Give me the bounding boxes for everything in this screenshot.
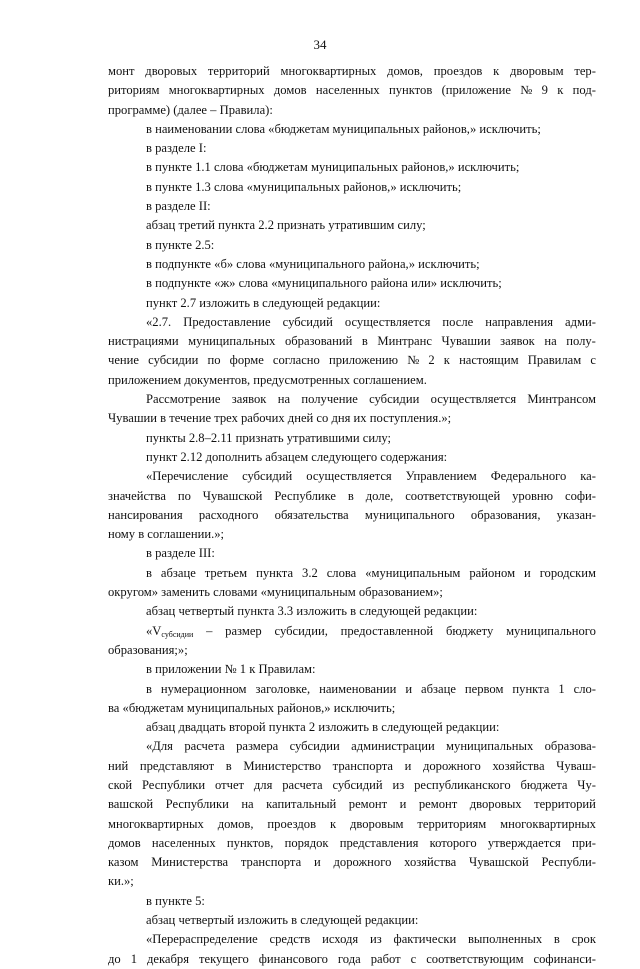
word: для — [253, 777, 273, 792]
word: дворовым — [349, 816, 404, 831]
word: заявок — [231, 392, 267, 407]
word: на — [241, 797, 254, 812]
word: Республике — [274, 488, 337, 503]
word: и — [404, 758, 412, 773]
word: представления — [339, 835, 419, 850]
text-line: абзац третий пункта 2.2 признать утратившим силу; — [146, 218, 426, 233]
word: Рассмотрение — [146, 392, 221, 407]
word: домов — [108, 835, 141, 850]
word: № — [520, 83, 533, 98]
word: многоквартирных — [108, 816, 204, 831]
word: риториям — [108, 83, 160, 98]
word: капитальный — [266, 797, 337, 812]
text-line — [108, 81, 596, 100]
word: субсидий — [282, 314, 333, 329]
word: многоквартирных — [500, 816, 596, 831]
text-line: в разделе II: — [146, 199, 211, 214]
text-line: программе) (далее – Правила): — [108, 102, 273, 117]
word: «Для — [146, 739, 173, 754]
word: которого — [429, 835, 477, 850]
text-line — [108, 487, 596, 506]
word: дворовым — [510, 64, 564, 78]
word: 9 — [541, 83, 548, 98]
text-line: в пункте 5: — [146, 893, 205, 908]
text-line — [108, 950, 596, 969]
word: № — [407, 353, 420, 368]
text-line: в разделе III: — [146, 546, 215, 561]
word: ремонт — [418, 797, 458, 812]
word: транспорта — [332, 758, 393, 773]
word: территориям — [417, 816, 487, 831]
word: и — [405, 681, 413, 696]
word: в — [146, 681, 152, 696]
text-line: приложением документов, предусмотренных соглашением. — [108, 372, 427, 387]
word: на — [544, 334, 557, 349]
word: Правилам — [527, 353, 582, 368]
word: заявок — [500, 334, 535, 349]
word: муниципального — [506, 623, 596, 638]
word: дорожного — [422, 758, 481, 773]
word: адми- — [565, 314, 596, 329]
word: настоящим — [459, 353, 519, 368]
text-line: пункты 2.8–2.11 признать утратившими силу; — [146, 430, 391, 445]
text-line — [108, 776, 596, 795]
word: заголовке, — [255, 681, 311, 696]
word: года — [337, 951, 361, 966]
word: значейства — [108, 488, 166, 503]
word: дворовых — [469, 797, 522, 812]
word: – — [206, 623, 213, 638]
text-line — [108, 680, 596, 699]
word: с — [590, 353, 596, 368]
word: размера — [236, 739, 279, 754]
word: субсидии, — [274, 623, 328, 638]
word: Чу- — [577, 777, 596, 792]
word: абзаце — [421, 681, 456, 696]
word: образования, — [470, 507, 541, 522]
word: домов, — [217, 816, 254, 831]
text-line: в подпункте «б» слова «муниципального района,» исключить; — [146, 256, 480, 271]
text-line — [108, 390, 596, 409]
word: софи- — [564, 488, 596, 503]
word: транспорта — [240, 855, 302, 870]
word: многоквартирных — [168, 83, 265, 98]
word: первом — [464, 681, 504, 696]
word: монт — [108, 64, 135, 78]
word: в — [347, 488, 354, 503]
word: из — [392, 777, 405, 792]
word: многоквартирных — [280, 64, 377, 78]
word: пунктов, — [226, 835, 274, 850]
text-line: абзац двадцать второй пункта 2 изложить в следующей редакции: — [146, 720, 500, 735]
word: «2.7. — [146, 314, 172, 329]
word: средств — [269, 932, 311, 947]
text-line: в разделе I: — [146, 141, 207, 156]
word: осуществляется — [430, 392, 517, 407]
word: предоставленной — [340, 623, 434, 638]
text-line: образования;»; — [108, 642, 188, 657]
text-line: в пункте 1.3 слова «муниципальных районов,» исключить; — [146, 179, 462, 194]
word: муниципальных — [188, 334, 276, 349]
text-line: в наименовании слова «бюджетам муниципальных районов,» исключить; — [146, 121, 541, 136]
word: Управлением — [405, 469, 477, 484]
word: фактически — [393, 932, 457, 947]
word: субсидии — [369, 392, 420, 407]
word: Республики — [165, 797, 229, 812]
word: проездов — [433, 64, 483, 78]
word: 1 — [558, 681, 565, 696]
page-number: 34 — [313, 37, 327, 52]
word: Чуваш- — [556, 758, 596, 773]
word: субсидий — [332, 777, 383, 792]
word: в — [225, 758, 232, 773]
word: под- — [572, 83, 596, 98]
word: абзаце — [160, 565, 196, 580]
word: Минтрансом — [527, 392, 596, 407]
word: ка- — [580, 469, 596, 484]
word: субсидий — [242, 469, 293, 484]
word: расчета — [282, 777, 323, 792]
text-line: абзац четвертый пункта 3.3 изложить в следующей редакции: — [146, 604, 478, 619]
word: бюджета — [520, 777, 568, 792]
word: нумерационном — [160, 681, 247, 696]
word: населенных — [151, 835, 216, 850]
word: декабря — [146, 951, 189, 966]
text-line — [108, 622, 596, 641]
word: наименовании — [319, 681, 397, 696]
text-line — [108, 351, 596, 370]
word: (приложение — [441, 83, 511, 98]
word: «Перечисление — [146, 469, 229, 484]
word: территорий — [207, 64, 270, 78]
text-line: абзац четвертый изложить в следующей редакции: — [146, 913, 419, 928]
text-line — [108, 795, 596, 814]
word: 3.2 — [302, 565, 318, 580]
word: к — [493, 64, 500, 78]
word: населенных — [315, 83, 380, 98]
text-line: пункт 2.7 изложить в следующей редакции: — [146, 295, 381, 310]
word: Чувашии — [441, 334, 491, 349]
word: к — [443, 353, 450, 368]
word: ний — [108, 758, 129, 773]
word: домов — [273, 83, 307, 98]
word: ской — [108, 777, 133, 792]
word: в — [553, 932, 560, 947]
word: муниципальных — [446, 739, 534, 754]
word: Министерства — [151, 855, 229, 870]
word: дворовых — [145, 64, 198, 78]
word: сло- — [573, 681, 596, 696]
word: хозяйства — [492, 758, 545, 773]
word: текущего — [198, 951, 249, 966]
word: администрации — [351, 739, 435, 754]
word: обязательства — [274, 507, 349, 522]
word: указан- — [556, 507, 596, 522]
word: нансирования — [108, 507, 183, 522]
text-line — [108, 834, 596, 853]
text-line: пункт 2.12 дополнить абзацем следующего содержания: — [146, 449, 448, 464]
word: осуществляется — [306, 469, 392, 484]
word: пункта — [256, 565, 294, 580]
text-line: ному в соглашении.»; — [108, 527, 225, 542]
word: образова- — [544, 739, 596, 754]
word: дорожного — [333, 855, 392, 870]
word: и — [313, 855, 321, 870]
word: субсидии — [148, 353, 199, 368]
word: соответствующей — [405, 488, 501, 503]
text-line — [108, 815, 596, 834]
word: согласно — [272, 353, 320, 368]
word: получение — [301, 392, 358, 407]
word: тер- — [574, 64, 596, 78]
text-line: ва «бюджетам муниципальных районов,» исключить; — [108, 700, 396, 715]
text-line — [108, 853, 596, 872]
text-line: округом» заменить словами «муниципальным образованием»; — [108, 585, 443, 600]
word: Министерство — [243, 758, 322, 773]
text-line — [108, 564, 596, 583]
text-line: в подпункте «ж» слова «муниципального района или» исключить; — [146, 276, 502, 291]
text-line — [108, 737, 596, 756]
word: Чувашской — [469, 855, 529, 870]
word: слова — [326, 565, 357, 580]
word: Республики — [141, 777, 206, 792]
word: расчета — [184, 739, 225, 754]
word: ремонт — [348, 797, 388, 812]
word: по — [207, 353, 221, 368]
word: работ — [370, 951, 401, 966]
word: приложению — [328, 353, 399, 368]
word: и — [399, 797, 407, 812]
word: Чувашской — [202, 488, 263, 503]
word: утверждается — [487, 835, 561, 850]
word: «муниципальным — [365, 565, 461, 580]
text-line: Чувашии в течение трех рабочих дней со дня их поступления.»; — [108, 411, 452, 426]
text-line — [108, 62, 596, 81]
word: чение — [108, 353, 139, 368]
text-line — [108, 313, 596, 332]
word: при- — [571, 835, 596, 850]
word: казом — [108, 855, 139, 870]
word: осуществляется — [344, 314, 431, 329]
text-line: в пункте 1.1 слова «бюджетам муниципальных районов,» исключить; — [146, 160, 520, 175]
text-line — [108, 506, 596, 525]
text-line: в пункте 2.5: — [146, 237, 215, 252]
word: к — [557, 83, 564, 98]
word: пунктов — [388, 83, 433, 98]
word: софинанси- — [533, 951, 596, 966]
text-line — [108, 332, 596, 351]
text-line — [108, 930, 596, 949]
word: проездов — [267, 816, 317, 831]
word: субсидии — [289, 739, 340, 754]
text-line — [108, 467, 596, 486]
word: хозяйства — [404, 855, 457, 870]
word: по — [177, 488, 191, 503]
formula-symbol: «$V_{субсидии}$ — [146, 623, 194, 639]
word: вашской — [108, 797, 154, 812]
text-line — [108, 757, 596, 776]
word: до — [108, 951, 121, 966]
word: с — [410, 951, 417, 966]
word: в — [361, 334, 368, 349]
word: в — [146, 565, 152, 580]
word: третьем — [204, 565, 248, 580]
word: к — [329, 816, 337, 831]
word: из — [370, 932, 382, 947]
word: после — [442, 314, 474, 329]
word: срок — [571, 932, 596, 947]
word: финансового — [258, 951, 328, 966]
word: порядок — [284, 835, 329, 850]
word: расходного — [198, 507, 259, 522]
word: выполненных — [467, 932, 543, 947]
word: районом — [469, 565, 516, 580]
text-line: ки.»; — [108, 874, 134, 889]
word: и — [524, 565, 531, 580]
word: представляют — [139, 758, 215, 773]
word: образований — [284, 334, 353, 349]
word: 2 — [428, 353, 435, 368]
word: нистрациями — [108, 334, 179, 349]
word: домов, — [387, 64, 423, 78]
formula-subscript: субсидии — [161, 629, 194, 639]
word: городским — [539, 565, 596, 580]
word: муниципального — [364, 507, 455, 522]
word: уровню — [512, 488, 554, 503]
word: направления — [485, 314, 553, 329]
word: исходя — [322, 932, 359, 947]
text-line: в приложении № 1 к Правилам: — [146, 662, 316, 677]
word: Минтранс — [377, 334, 432, 349]
word: бюджету — [445, 623, 494, 638]
word: отчет — [214, 777, 245, 792]
document-body — [108, 62, 596, 969]
word: на — [277, 392, 291, 407]
word: пункта — [512, 681, 550, 696]
word: размер — [225, 623, 262, 638]
word: «Перераспределение — [146, 932, 258, 947]
word: форме — [229, 353, 264, 368]
word: республиканского — [414, 777, 511, 792]
word: Республи- — [541, 855, 596, 870]
word: доле, — [365, 488, 394, 503]
word: Предоставление — [183, 314, 271, 329]
word: соответствующим — [426, 951, 524, 966]
word: 1 — [130, 951, 137, 966]
word: территорий — [534, 797, 596, 812]
word: Федерального — [490, 469, 567, 484]
word: полу- — [566, 334, 596, 349]
